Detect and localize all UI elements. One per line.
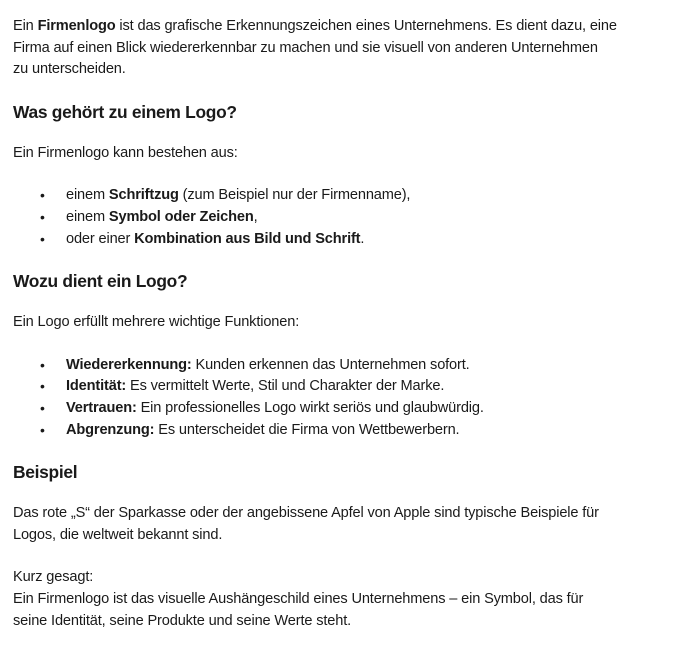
item-text: einem (66, 187, 109, 204)
components-list (13, 185, 692, 250)
heading-wozu-dient: Wozu dient ein Logo? (13, 271, 188, 292)
item-bold: Wiedererkennung: (66, 356, 192, 373)
bullet-icon: • (40, 187, 45, 204)
list-item (13, 398, 692, 420)
intro-line-2: Firma auf einen Blick wiedererkennbar zu machen und sie visuell von anderen Unternehmen (13, 39, 598, 56)
item-text: (zum Beispiel nur der Firmenname), (178, 187, 411, 204)
item-bold: Schriftzug (108, 187, 179, 204)
intro-line-1 (13, 16, 692, 38)
heading-beispiel: Beispiel (13, 462, 78, 483)
list-item (13, 376, 692, 398)
item-bold: Kombination aus Bild und Schrift (134, 230, 361, 247)
heading-was-gehoert: Was gehört zu einem Logo? (13, 101, 237, 122)
example-line-2: Logos, die weltweit bekannt sind. (13, 526, 223, 543)
item-text: Kunden erkennen das Unternehmen sofort. (191, 356, 470, 373)
item-bold: Symbol oder Zeichen (108, 208, 254, 225)
intro-bold-term: Firmenlogo (37, 18, 116, 34)
summary-line-2: seine Identität, seine Produkte und seine Werte steht. (13, 612, 352, 629)
bullet-icon: • (40, 378, 45, 395)
item-bold: Vertrauen: (66, 399, 137, 416)
list-item (13, 185, 692, 207)
item-text: , (253, 208, 258, 225)
item-text: einem (66, 208, 109, 225)
intro-text: ist das grafische Erkennungszeichen eines Unternehmens. Es dient dazu, eine (115, 18, 617, 34)
list-item (13, 420, 692, 442)
bullet-icon: • (40, 208, 45, 225)
intro-text: Ein (13, 18, 38, 34)
item-bold: Identität: (66, 378, 127, 395)
bullet-icon: • (40, 421, 45, 438)
list-item (13, 355, 692, 377)
summary-line-1: Ein Firmenlogo ist das visuelle Aushängeschild eines Unternehmens – ein Symbol, das für (13, 590, 584, 607)
item-bold: Abgrenzung: (66, 421, 155, 438)
functions-list (13, 355, 692, 441)
item-text: Ein professionelles Logo wirkt seriös und glaubwürdig. (136, 399, 484, 416)
section2-lead: Ein Logo erfüllt mehrere wichtige Funktionen: (13, 314, 300, 331)
item-text: . (360, 230, 365, 247)
bullet-icon: • (40, 399, 45, 416)
intro-paragraph (13, 16, 692, 81)
item-text: Es unterscheidet die Firma von Wettbewerbern. (154, 421, 460, 438)
list-item (13, 229, 692, 251)
item-text: oder einer (66, 230, 135, 247)
list-item (13, 207, 692, 229)
summary-label: Kurz gesagt: (13, 569, 94, 586)
item-text: Es vermittelt Werte, Stil und Charakter der Marke. (126, 378, 445, 395)
section1-lead: Ein Firmenlogo kann bestehen aus: (13, 144, 238, 161)
bullet-icon: • (40, 356, 45, 373)
example-line-1: Das rote „S“ der Sparkasse oder der angebissene Apfel von Apple sind typische Beispiele für (13, 505, 599, 522)
intro-line-3: zu unterscheiden. (13, 61, 126, 78)
bullet-icon: • (40, 230, 45, 247)
